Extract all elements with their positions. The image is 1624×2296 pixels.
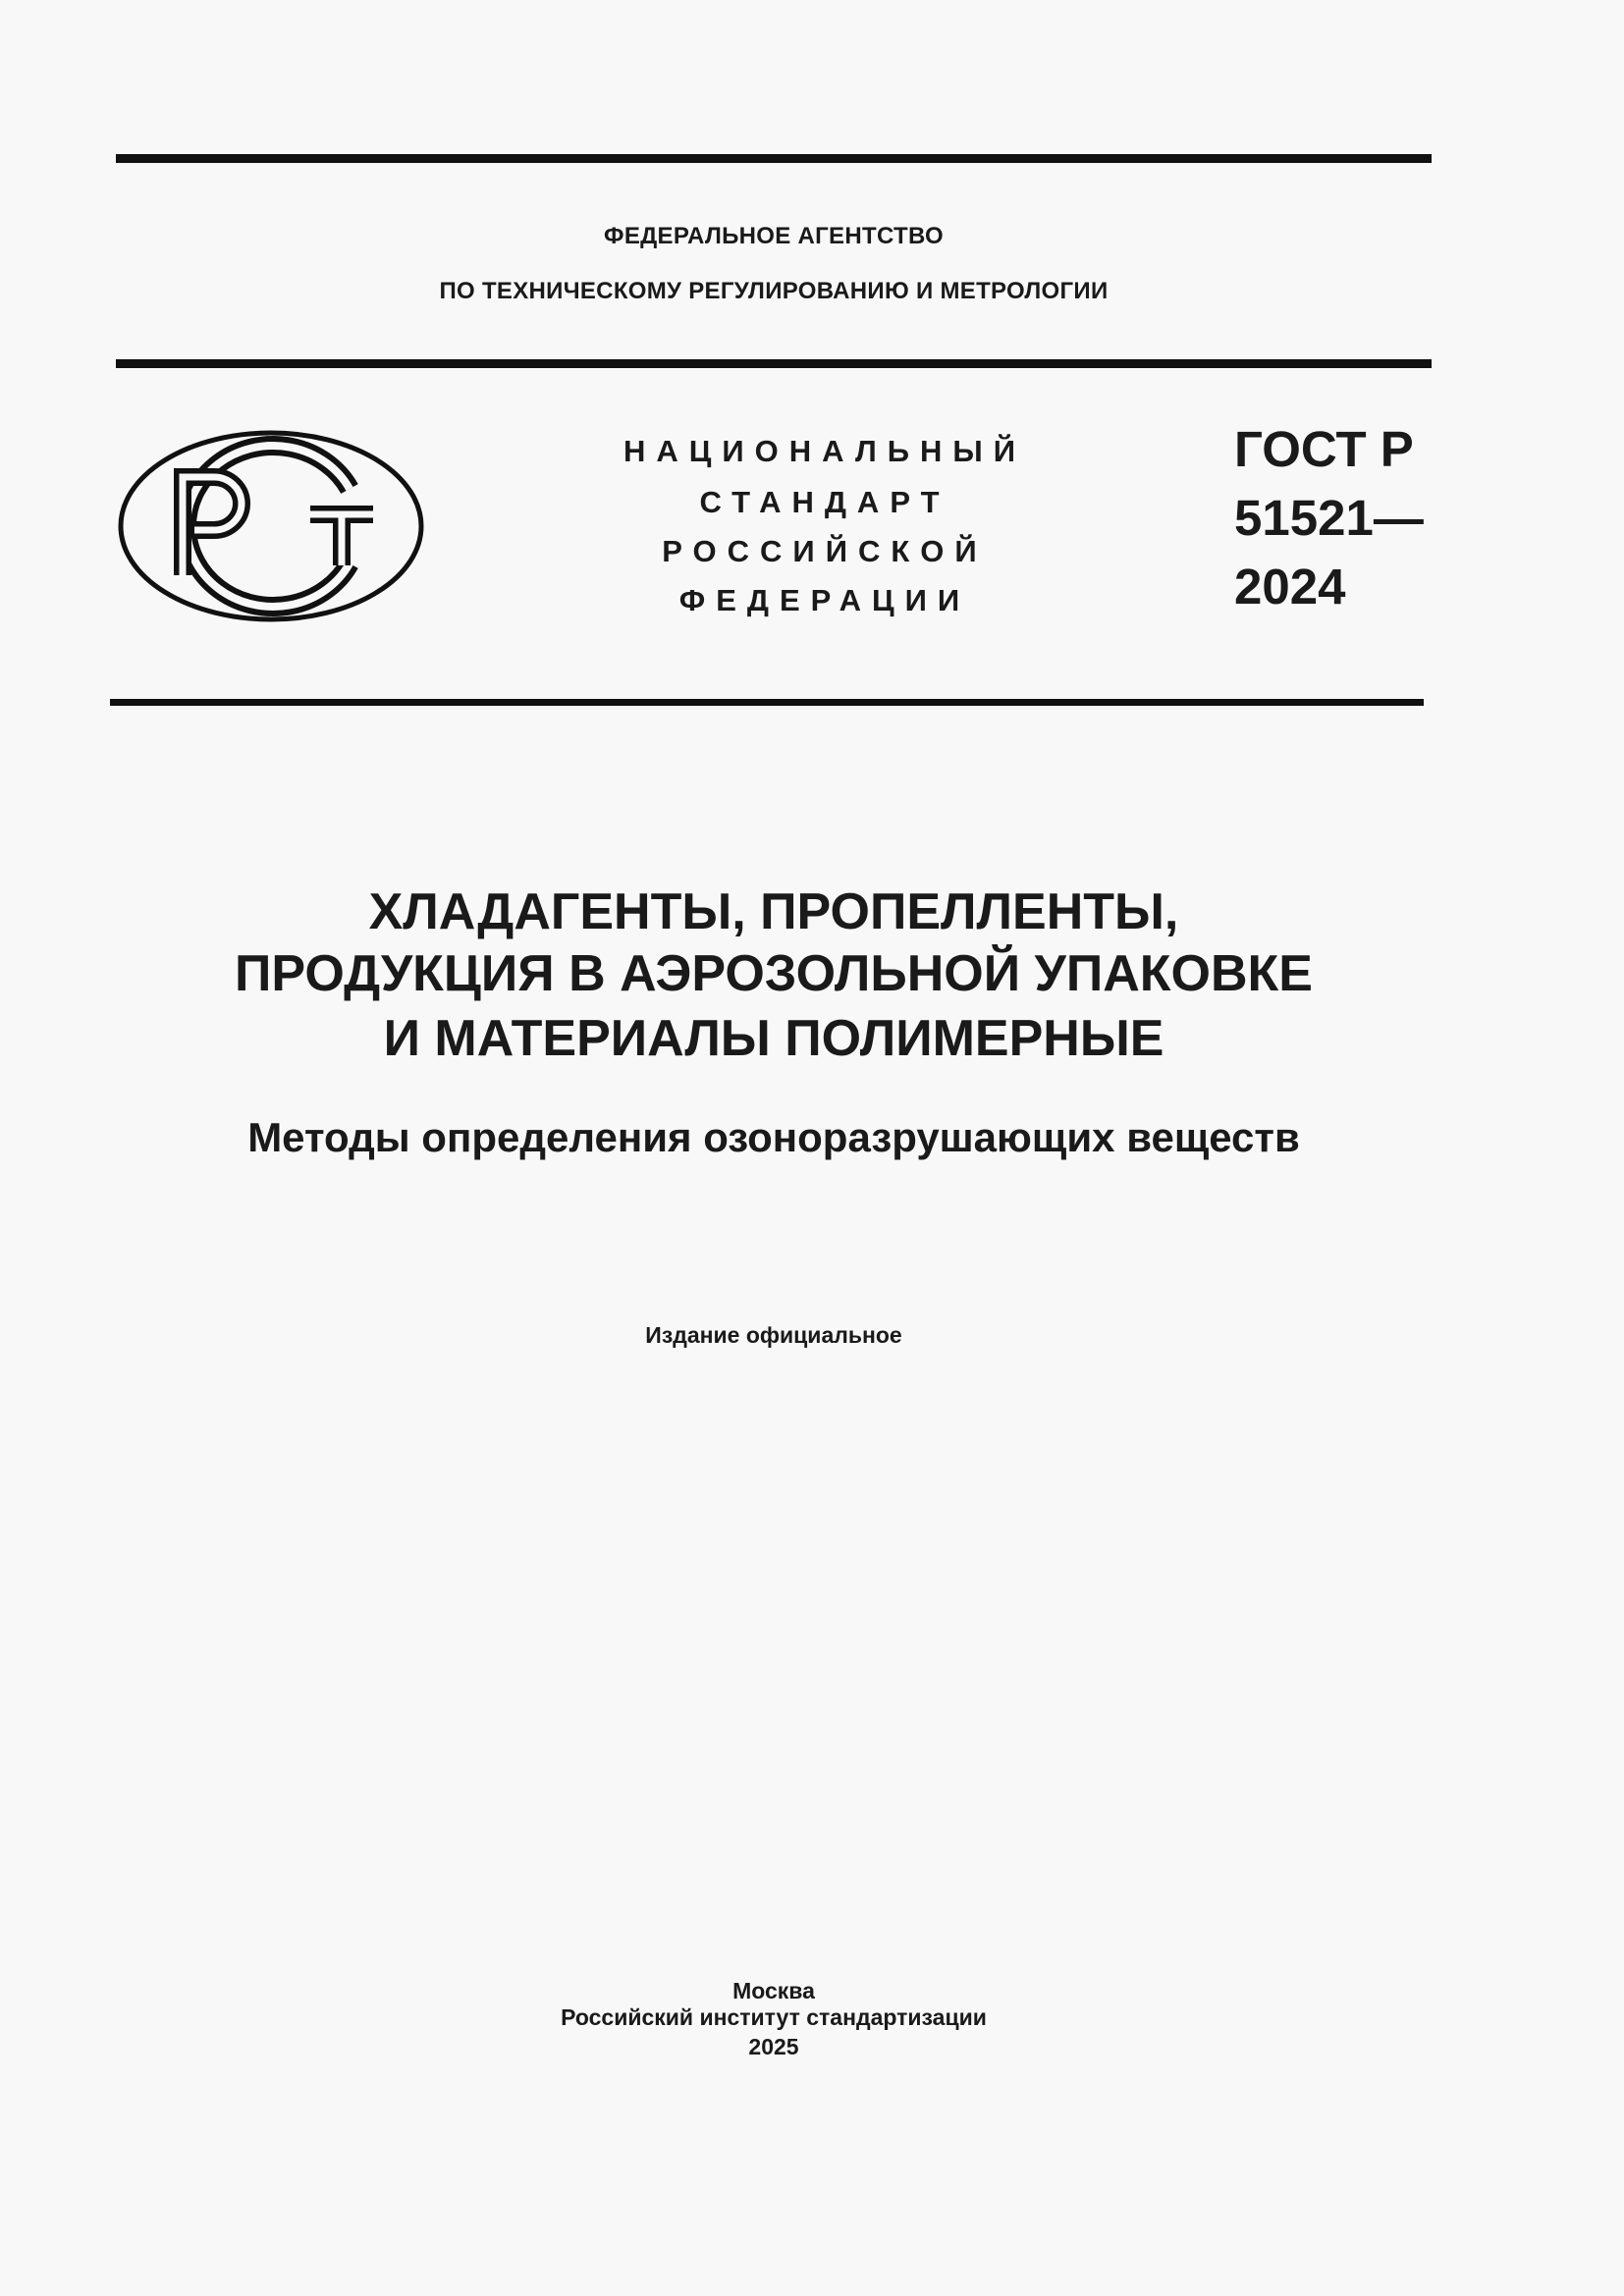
rst-logo <box>116 428 426 624</box>
title-line-1: ХЛАДАГЕНТЫ, ПРОПЕЛЛЕНТЫ, <box>368 883 1179 940</box>
national-standard-line-3: РОССИЙСКОЙ <box>662 534 988 568</box>
standard-code-line-3: 2024 <box>1234 559 1346 614</box>
logo-section-rule <box>110 699 1424 706</box>
agency-line-2: ПО ТЕХНИЧЕСКОМУ РЕГУЛИРОВАНИЮ И МЕТРОЛОГИИ <box>439 278 1109 304</box>
subtitle: Методы определения озоноразрушающих веществ <box>247 1114 1300 1160</box>
header-rule <box>116 359 1432 368</box>
national-standard-line-2: СТАНДАРТ <box>699 485 950 519</box>
national-standard-line-1: НАЦИОНАЛЬНЫЙ <box>623 434 1027 468</box>
title-line-2: ПРОДУКЦИЯ В АЭРОЗОЛЬНОЙ УПАКОВКЕ <box>235 945 1313 1002</box>
standard-code-line-1: ГОСТ Р <box>1234 421 1414 477</box>
rst-certification-mark-icon <box>116 428 426 624</box>
agency-line-1: ФЕДЕРАЛЬНОЕ АГЕНТСТВО <box>604 223 944 249</box>
imprint-year: 2025 <box>748 2034 799 2059</box>
imprint-publisher: Российский институт стандартизации <box>561 2004 987 2030</box>
top-rule <box>116 154 1432 163</box>
imprint-city: Москва <box>732 1978 815 2003</box>
standard-code-line-2: 51521— <box>1234 490 1424 546</box>
national-standard-line-4: ФЕДЕРАЦИИ <box>678 583 971 617</box>
title-line-3: И МАТЕРИАЛЫ ПОЛИМЕРНЫЕ <box>383 1010 1164 1067</box>
edition-label: Издание официальное <box>645 1322 902 1348</box>
